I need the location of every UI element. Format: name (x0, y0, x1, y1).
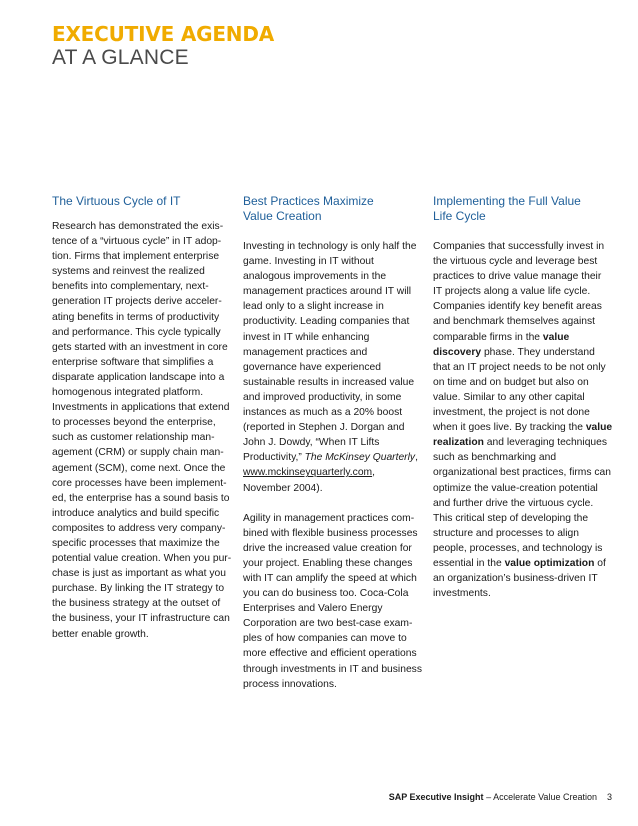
text-run: phase. They understand that an IT project needs to be not only on time and on budget but also on value. Similar to any other capital investment, the project is not done when it goes live. By tracking the (433, 346, 606, 434)
text-run: and leveraging techniques such as benchmarking and organizational best practices, firms can optimize the value-creation potential and further drive the virtuous cycle. This critical step of developing the structure and processes to align people, processes, and technology is essential in the (433, 437, 611, 569)
column-best-practices (243, 194, 423, 707)
footer-brand: SAP Executive Insight (388, 792, 484, 802)
bold-term: value discovery (433, 331, 570, 358)
paragraph: Agility in management practices combined with flexible business processes drive the increased value creation for your project. Enabling these changes with IT can amplify the speed at which you can do business too. Coca-Cola Enterprises and Valero Energy Corporation are two best-case examples of how companies can move to more effective and efficient operations through investments in IT and business process innovations. (243, 512, 422, 690)
paragraph (433, 239, 613, 601)
column-full-value-life-cycle (433, 194, 613, 616)
column-virtuous-cycle (52, 194, 232, 657)
column-body (433, 239, 613, 601)
page-number: 3 (606, 792, 612, 802)
heading-line: Implementing the Full Value (433, 194, 581, 208)
paragraph (243, 239, 423, 496)
mckinsey-link[interactable]: www.mckinseyquarterly.com (243, 467, 373, 479)
text-run: Investing in technology is only half the game. Investing in IT without analogous improvements in the management practices around IT will lead only to a slight increase in productivity. Leading companies that invest in IT while enhancing management practices and governance have experienced sustainable results in increased value and improved productivity, in some instances as much as a 20% boost (reported in Stephen J. Dorgan and John J. Dowdy, “When IT Lifts Productivity,” (243, 241, 417, 464)
bold-term: value realization (433, 422, 613, 449)
footer-subtitle: Accelerate Value Creation (493, 792, 597, 802)
page-subtitle: AT A GLANCE (52, 46, 189, 69)
footer-separator: – (483, 792, 494, 802)
heading-line: Life Cycle (433, 209, 486, 223)
heading-line: Best Practices Maximize (243, 194, 374, 208)
heading-line: Value Creation (243, 209, 322, 223)
page-footer (389, 792, 612, 802)
column-heading: The Virtuous Cycle of IT (52, 194, 181, 208)
paragraph: Research has demonstrated the existence of a “virtuous cycle” in IT adoption. Firms that implement enterprise systems and reinvest the realized benefits into complementary, next-generation IT projects derive accelerating benefits in terms of productivity and performance. This cycle typically gets started with an investment in core enterprise software that simplifies a disparate application landscape into a homogenous integrated platform. Investments in applications that extend to processes beyond the enterprise, such as customer relationship management (CRM) or supply chain management (SCM), come next. Once the core processes have been implemented, the enterprise has a sound basis to introduce analytics and build specific composites to address very company-specific processes that maximize the potential value creation. When you purchase is just as important as what you purchase. By linking the IT strategy to the business strategy at the outset of the business, your IT infrastructure can better enable growth. (52, 221, 232, 640)
bold-term: value optimization (504, 557, 595, 569)
text-run: , November 2004). (243, 467, 375, 494)
page-title: EXECUTIVE AGENDA (52, 22, 275, 46)
text-run: of an organization’s business-driven IT investments. (433, 557, 606, 600)
text-run: , (415, 452, 418, 464)
text-run: Companies that successfully invest in the virtuous cycle and leverage best practices to drive value manage their IT projects along a value life cycle. Companies identify key benefit areas and benchmark themselves against comparable firms in the (433, 241, 605, 343)
column-body (243, 239, 423, 692)
column-heading (243, 194, 423, 224)
column-heading (433, 194, 613, 224)
column-body (52, 219, 232, 642)
journal-title: The McKinsey Quarterly (304, 452, 416, 464)
